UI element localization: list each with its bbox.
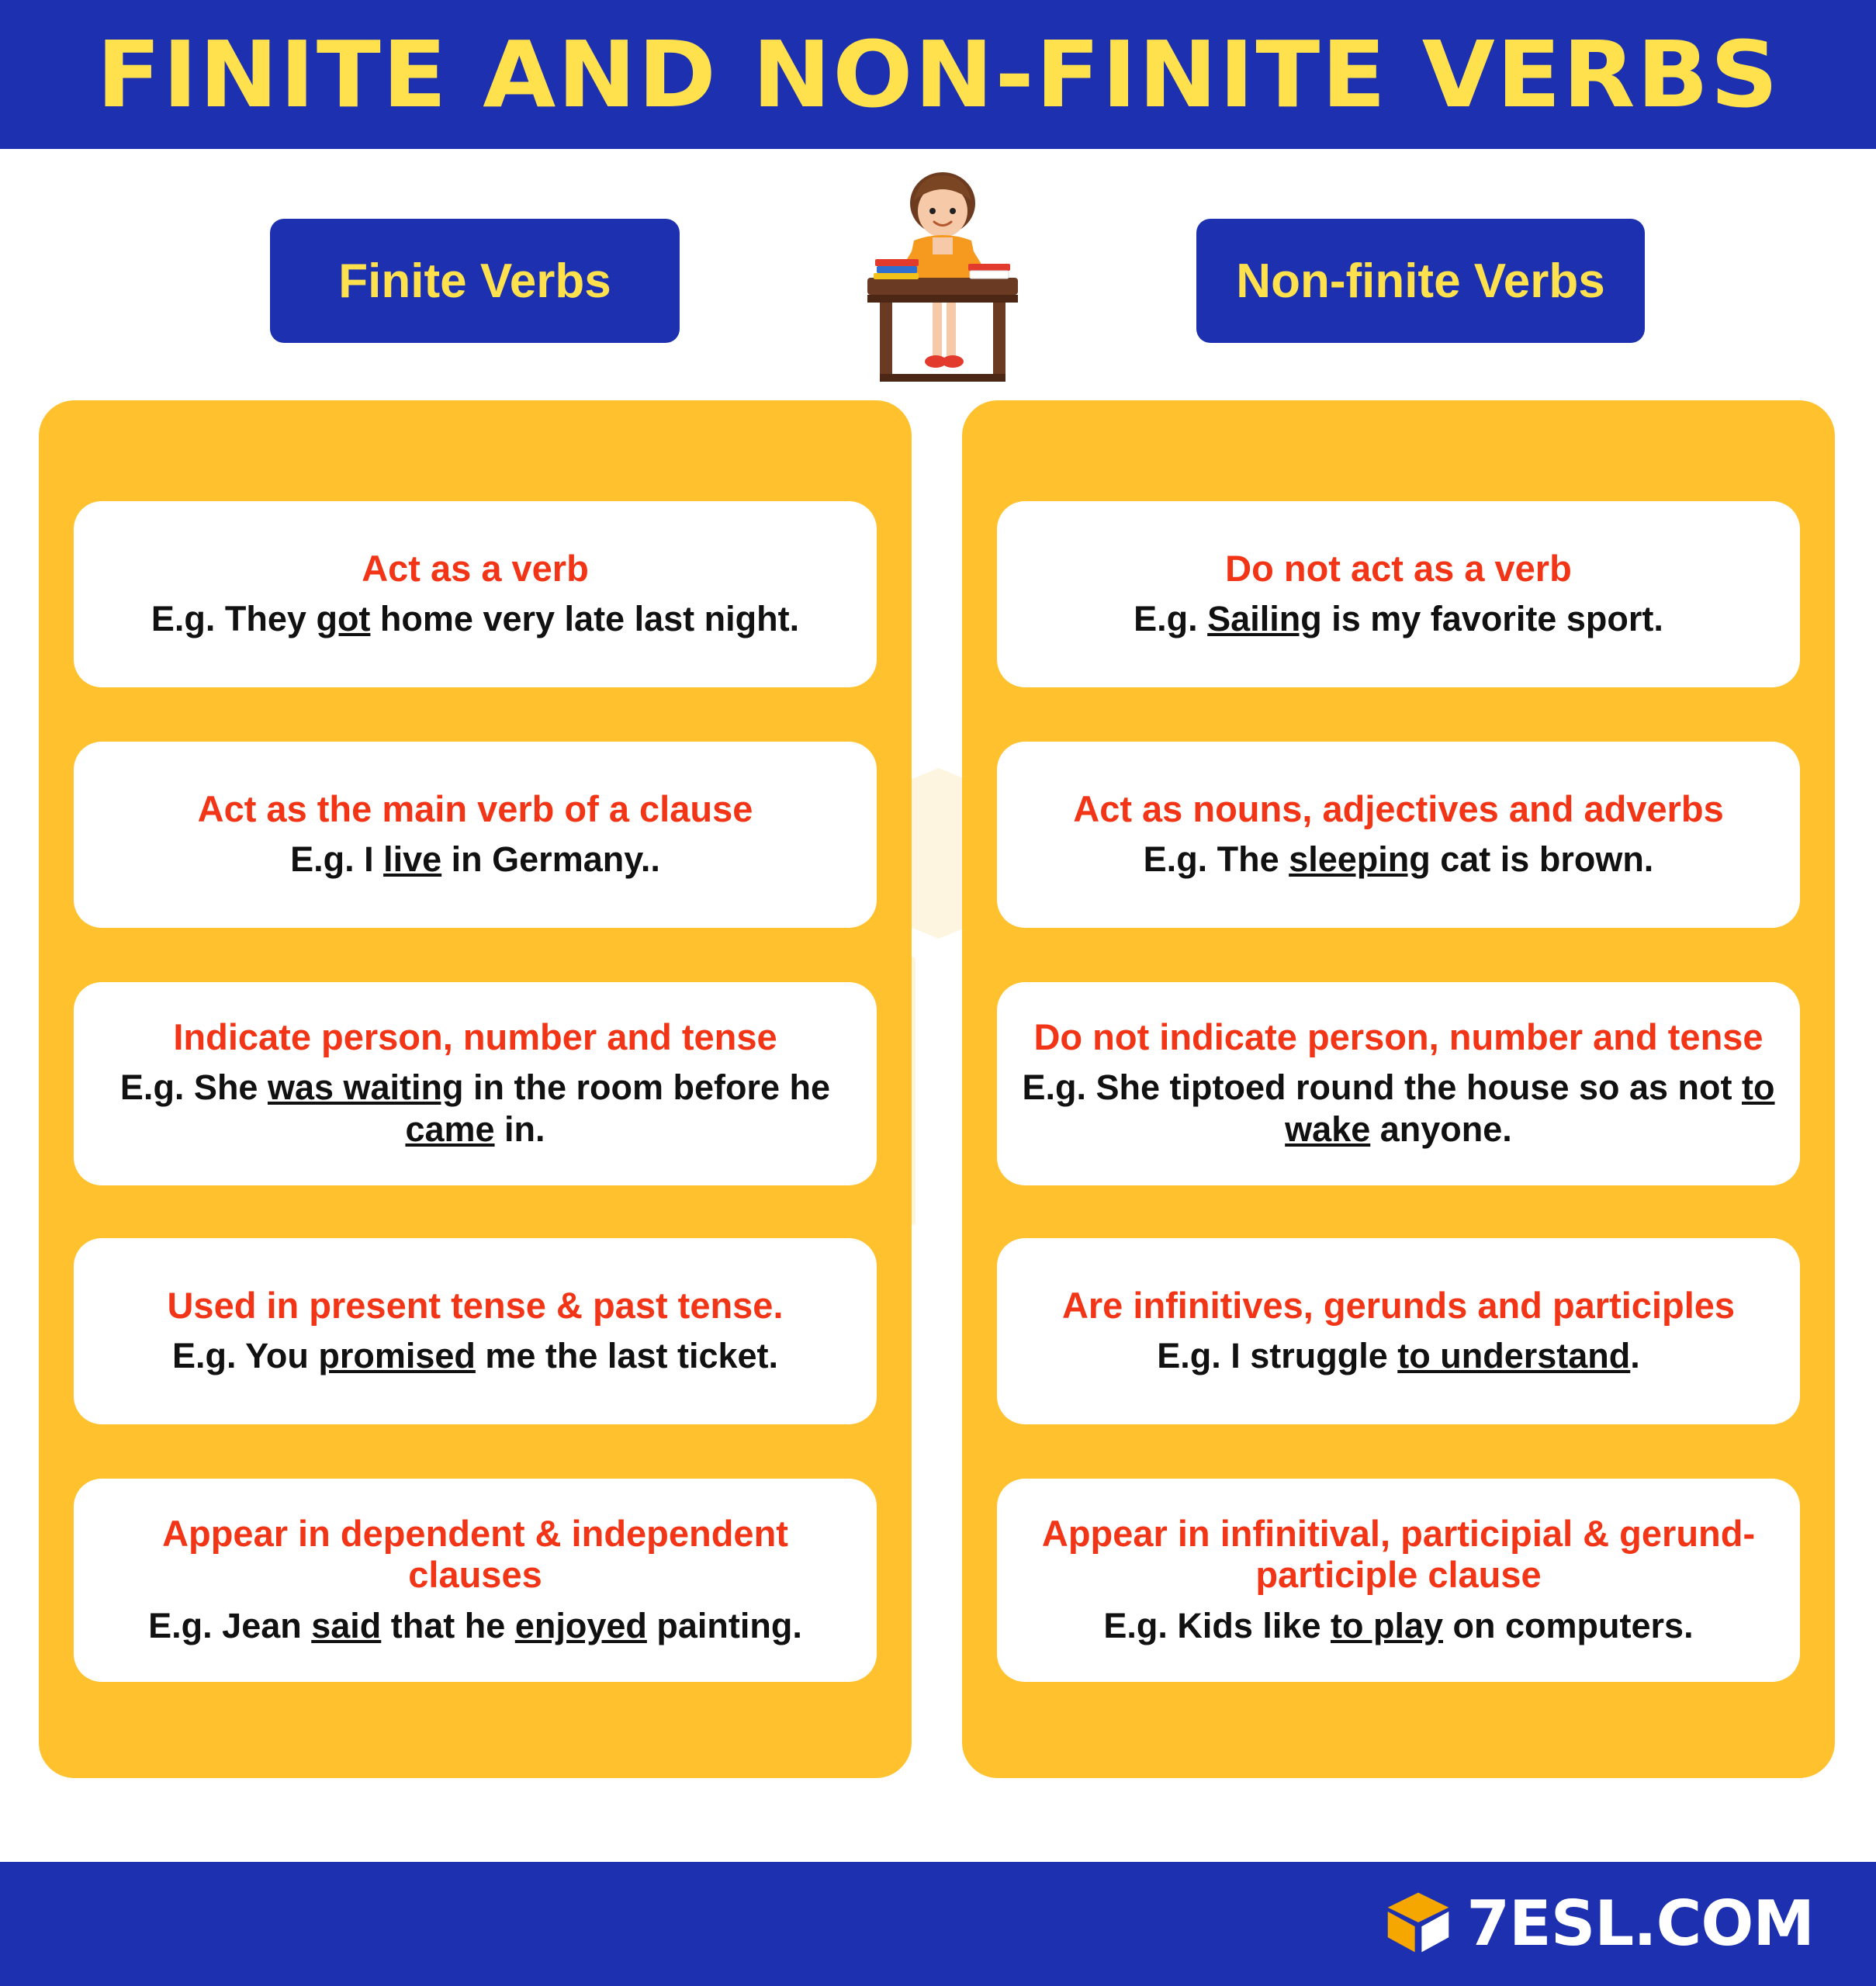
example-suffix: in Germany.. bbox=[441, 839, 660, 880]
example-suffix: painting. bbox=[646, 1605, 802, 1645]
card-finite-1 bbox=[74, 501, 877, 687]
column-header-non-finite bbox=[1196, 219, 1645, 343]
example-keyword: to understand bbox=[1397, 1336, 1631, 1376]
example-keyword: got bbox=[316, 599, 371, 639]
page-title: FINITE AND NON-FINITE VERBS bbox=[96, 21, 1780, 128]
card-title: Act as the main verb of a clause bbox=[197, 787, 753, 829]
card-title: Act as a verb bbox=[362, 547, 589, 589]
card-title: Used in present tense & past tense. bbox=[167, 1284, 784, 1326]
card-example bbox=[290, 839, 660, 881]
card-example bbox=[148, 1605, 802, 1647]
example-keyword: was waiting bbox=[267, 1067, 464, 1108]
example-suffix: . bbox=[1630, 1336, 1640, 1376]
example-prefix: E.g. I bbox=[290, 839, 384, 880]
card-title: Do not indicate person, number and tense bbox=[1033, 1015, 1764, 1057]
card-title: Are infinitives, gerunds and participles bbox=[1061, 1284, 1736, 1326]
column-header-non-finite-label: Non-finite Verbs bbox=[1236, 254, 1605, 308]
card-example bbox=[1134, 598, 1663, 640]
example-prefix: E.g. The bbox=[1143, 839, 1289, 880]
example-prefix: E.g. She bbox=[119, 1067, 268, 1108]
student-at-desk-icon bbox=[846, 163, 1040, 396]
card-finite-2 bbox=[74, 742, 877, 928]
column-header-finite bbox=[270, 219, 680, 343]
panel-non-finite-verbs bbox=[962, 400, 1835, 1778]
example-keyword: Sailing bbox=[1207, 599, 1322, 639]
example-mid: that he bbox=[381, 1605, 515, 1645]
example-prefix: E.g. Jean bbox=[148, 1605, 312, 1645]
example-keyword: to play bbox=[1331, 1605, 1444, 1645]
footer-bar bbox=[0, 1862, 1876, 1986]
card-title: Appear in infinitival, participial & gerund-participle clause bbox=[1041, 1513, 1756, 1595]
example-keyword-2: came bbox=[405, 1109, 495, 1150]
example-suffix: on computers. bbox=[1443, 1605, 1694, 1645]
card-non-finite-4 bbox=[997, 1238, 1800, 1424]
example-mid: in the room before he bbox=[463, 1067, 831, 1108]
7esl-logo-icon bbox=[1381, 1890, 1455, 1959]
card-example bbox=[94, 1067, 857, 1150]
site-logo[interactable] bbox=[1381, 1887, 1814, 1960]
card-finite-3 bbox=[74, 982, 877, 1185]
example-suffix: cat is brown. bbox=[1430, 839, 1654, 880]
example-keyword: promised bbox=[318, 1336, 476, 1376]
example-keyword: to wake bbox=[1285, 1067, 1775, 1150]
example-suffix: home very late last night. bbox=[370, 599, 800, 639]
example-suffix: is my favorite sport. bbox=[1321, 599, 1663, 639]
example-keyword: said bbox=[311, 1605, 382, 1645]
example-prefix: E.g. I struggle bbox=[1157, 1336, 1398, 1376]
card-example bbox=[151, 598, 799, 640]
example-prefix: E.g. She tiptoed round the house so as not bbox=[1022, 1067, 1743, 1108]
header-bar bbox=[0, 0, 1876, 149]
example-keyword: live bbox=[383, 839, 442, 880]
example-suffix: anyone. bbox=[1370, 1109, 1512, 1150]
card-title: Act as nouns, adjectives and adverbs bbox=[1073, 787, 1724, 829]
card-non-finite-3 bbox=[997, 982, 1800, 1185]
column-header-finite-label: Finite Verbs bbox=[338, 254, 611, 308]
card-finite-4 bbox=[74, 1238, 877, 1424]
panel-finite-verbs bbox=[39, 400, 912, 1778]
example-keyword: sleeping bbox=[1289, 839, 1431, 880]
example-prefix: E.g. bbox=[1134, 599, 1208, 639]
example-prefix: E.g. Kids like bbox=[1103, 1605, 1331, 1645]
card-title: Indicate person, number and tense bbox=[173, 1015, 777, 1057]
card-example bbox=[172, 1335, 778, 1377]
card-non-finite-2 bbox=[997, 742, 1800, 928]
card-non-finite-5 bbox=[997, 1479, 1800, 1682]
site-logo-text: 7ESL.COM bbox=[1466, 1887, 1814, 1960]
card-example bbox=[1157, 1335, 1640, 1377]
example-prefix: E.g. You bbox=[171, 1336, 319, 1376]
card-non-finite-1 bbox=[997, 501, 1800, 687]
example-suffix: me the last ticket. bbox=[475, 1336, 779, 1376]
card-example bbox=[1103, 1605, 1693, 1647]
card-title: Appear in dependent & independent clauses bbox=[162, 1513, 788, 1595]
example-prefix: E.g. They bbox=[151, 599, 317, 639]
example-keyword-2: enjoyed bbox=[514, 1605, 647, 1645]
card-finite-5 bbox=[74, 1479, 877, 1682]
card-example bbox=[1017, 1067, 1780, 1150]
example-suffix: in. bbox=[494, 1109, 545, 1150]
card-title: Do not act as a verb bbox=[1225, 547, 1572, 589]
card-example bbox=[1144, 839, 1654, 881]
